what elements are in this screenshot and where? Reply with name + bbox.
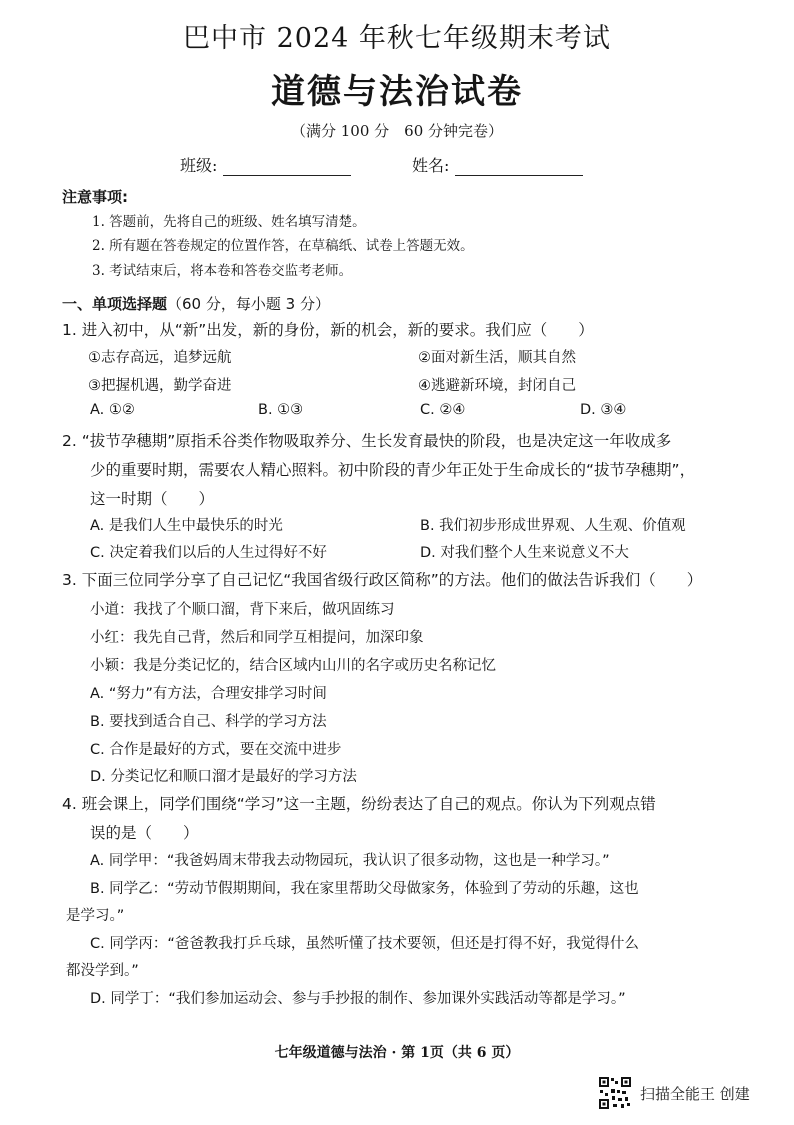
q2-stem-line: 少的重要时期，需要农人精心照料。初中阶段的青少年正处于生命成长的“拔节孕穗期”， <box>90 461 696 479</box>
q4-option-b-cont: 是学习。” <box>66 908 125 924</box>
exam-title: 巴中市 2024 年秋七年级期末考试 <box>183 23 611 54</box>
q4-option-c: C. 同学丙：“爸爸教我打乒乓球，虽然听懂了技术要领，但还是打得不好，我觉得什么 <box>90 936 639 952</box>
class-blank <box>223 159 351 176</box>
q1-statement: ③把握机遇，勤学奋进 <box>88 378 232 394</box>
q1-stem: 1. 进入初中，从“新”出发，新的身份，新的机会，新的要求。我们应（ ） <box>62 321 594 339</box>
q2-stem-line: 2. “拔节孕穗期”原指禾谷类作物吸取养分、生长发育最快的阶段，也是决定这一年收成多 <box>62 432 672 450</box>
q2-option-d: D. 对我们整个人生来说意义不大 <box>420 545 629 561</box>
q3-option-a: A. “努力”有方法，合理安排学习时间 <box>90 686 327 702</box>
q1-option-c: C. ②④ <box>420 402 466 418</box>
note-item: 2. 所有题在答卷规定的位置作答，在草稿纸、试卷上答题无效。 <box>92 238 474 254</box>
subject-title: 道德与法治试卷 <box>271 72 523 112</box>
q1-option-a: A. ①② <box>90 402 135 418</box>
q2-option-a: A. 是我们人生中最快乐的时光 <box>90 518 283 534</box>
q3-option-c: C. 合作是最好的方式，要在交流中进步 <box>90 742 342 758</box>
q2-option-b: B. 我们初步形成世界观、人生观、价值观 <box>420 518 686 534</box>
section-title: 一、单项选择题 <box>62 295 168 313</box>
q4-option-b: B. 同学乙：“劳动节假期期间，我在家里帮助父母做家务，体验到了劳动的乐趣，这也 <box>90 881 639 897</box>
q1-statement: ④逃避新环境，封闭自己 <box>418 378 576 394</box>
q1-statement: ①志存高远，追梦远航 <box>88 350 232 366</box>
q4-option-a: A. 同学甲：“我爸妈周末带我去动物园玩，我认识了很多动物，这也是一种学习。” <box>90 853 610 869</box>
q3-option-d: D. 分类记忆和顺口溜才是最好的学习方法 <box>90 769 357 785</box>
name-label: 姓名: <box>412 156 450 175</box>
name-blank <box>455 159 583 176</box>
q1-statement: ②面对新生活，顺其自然 <box>418 350 576 366</box>
q3-student-statement: 小道：我找了个顺口溜，背下来后，做巩固练习 <box>90 602 395 618</box>
page-footer: 七年级道德与法治 · 第 1页（共 6 页） <box>274 1045 520 1061</box>
q4-stem-line: 误的是（ ） <box>90 824 199 842</box>
q4-option-c-cont: 都没学到。” <box>66 963 139 979</box>
class-label: 班级: <box>180 156 218 175</box>
q4-stem-line: 4. 班会课上，同学们围绕“学习”这一主题，纷纷表达了自己的观点。你认为下列观点错 <box>62 795 656 813</box>
watermark-text: 扫描全能王 创建 <box>640 1084 750 1103</box>
q3-student-statement: 小颖：我是分类记忆的，结合区域内山川的名字或历史名称记忆 <box>90 658 496 674</box>
section-detail: （60 分，每小题 3 分） <box>167 295 330 313</box>
qr-code-icon <box>598 1076 632 1110</box>
class-field <box>180 153 351 176</box>
scanner-watermark <box>598 1076 750 1110</box>
q4-option-d: D. 同学丁：“我们参加运动会、参与手抄报的制作、参加课外实践活动等都是学习。” <box>90 991 626 1007</box>
name-field <box>412 153 583 176</box>
q3-option-b: B. 要找到适合自己、科学的学习方法 <box>90 714 327 730</box>
section-heading <box>62 293 330 314</box>
q3-student-statement: 小红：我先自己背，然后和同学互相提问，加深印象 <box>90 630 424 646</box>
q1-option-b: B. ①③ <box>258 402 304 418</box>
notes-heading: 注意事项: <box>62 188 128 206</box>
exam-meta: （满分 100 分 60 分钟完卷） <box>290 122 504 140</box>
q3-stem: 3. 下面三位同学分享了自己记忆“我国省级行政区简称”的方法。他们的做法告诉我们（ ） <box>62 571 703 589</box>
q2-stem-line: 这一时期（ ） <box>90 490 215 508</box>
q2-option-c: C. 决定着我们以后的人生过得好不好 <box>90 545 327 561</box>
note-item: 1. 答题前，先将自己的班级、姓名填写清楚。 <box>92 214 366 230</box>
q1-option-d: D. ③④ <box>580 402 627 418</box>
note-item: 3. 考试结束后，将本卷和答卷交监考老师。 <box>92 263 353 279</box>
